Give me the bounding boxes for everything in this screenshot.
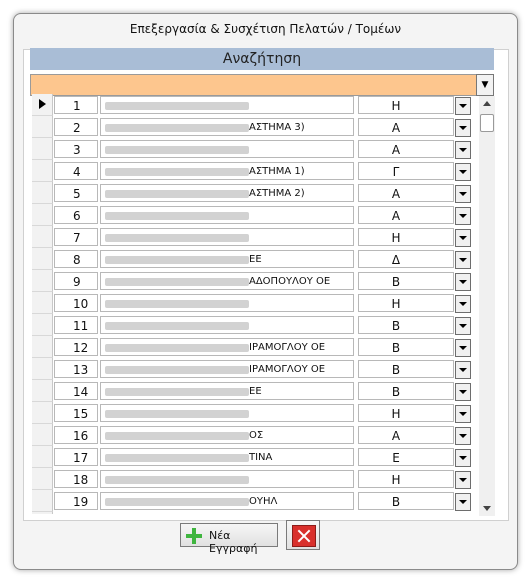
sector-dropdown-button[interactable] — [455, 97, 471, 115]
customer-name-suffix: ΑΣΤΗΜΑ 1) — [249, 166, 305, 177]
customer-name-suffix: ΙΡΑΜΟΓΛΟΥ ΟΕ — [249, 364, 326, 375]
row-number-cell[interactable]: 11 — [54, 316, 98, 334]
sector-cell[interactable]: Η — [358, 470, 454, 488]
customer-name-cell[interactable] — [100, 360, 354, 378]
scroll-down-icon[interactable] — [483, 506, 491, 511]
sector-dropdown-button[interactable] — [455, 317, 471, 335]
chevron-down-icon[interactable]: ▼ — [476, 74, 494, 96]
row-number-cell[interactable]: 18 — [54, 470, 98, 488]
row-selector[interactable] — [32, 446, 53, 468]
row-selector[interactable] — [32, 424, 53, 446]
customer-name-cell[interactable] — [100, 338, 354, 356]
row-selector[interactable] — [32, 182, 53, 204]
chevron-down-icon — [459, 478, 467, 482]
table-row[interactable] — [32, 226, 474, 248]
customer-name-cell[interactable] — [100, 162, 354, 180]
table-row[interactable] — [32, 380, 474, 402]
sector-dropdown-button[interactable] — [455, 361, 471, 379]
window-title: Επεξεργασία & Συσχέτιση Πελατών / Τομέων — [129, 22, 402, 36]
chevron-down-icon — [459, 214, 467, 218]
customer-name-cell[interactable] — [100, 404, 354, 422]
row-number-cell[interactable]: 3 — [54, 140, 98, 158]
row-number-cell[interactable]: 6 — [54, 206, 98, 224]
customer-name-cell[interactable] — [100, 382, 354, 400]
row-selector[interactable] — [32, 336, 53, 358]
customer-name-suffix: ΕΕ — [249, 386, 262, 397]
row-number-cell[interactable]: 15 — [54, 404, 98, 422]
row-selector[interactable] — [32, 138, 53, 160]
customer-name-cell[interactable] — [100, 470, 354, 488]
customer-name-cell[interactable] — [100, 184, 354, 202]
chevron-down-icon — [459, 258, 467, 262]
row-number-cell[interactable]: 13 — [54, 360, 98, 378]
customer-name-cell[interactable] — [100, 492, 354, 510]
sector-dropdown-button[interactable] — [455, 141, 471, 159]
table-row[interactable] — [32, 204, 474, 226]
redacted-text — [105, 476, 249, 484]
sector-dropdown-button[interactable] — [455, 229, 471, 247]
row-selector[interactable] — [32, 358, 53, 380]
customer-name-cell[interactable] — [100, 118, 354, 136]
table-row[interactable] — [32, 336, 474, 358]
sector-cell[interactable]: Β — [358, 338, 454, 356]
redacted-text — [105, 278, 249, 286]
row-selector[interactable] — [32, 270, 53, 292]
sector-cell[interactable]: Α — [358, 426, 454, 444]
sector-dropdown-button[interactable] — [455, 427, 471, 445]
table-row[interactable] — [32, 270, 474, 292]
customer-name-cell[interactable] — [100, 250, 354, 268]
chevron-down-icon — [459, 280, 467, 284]
table-row[interactable] — [32, 182, 474, 204]
table-row[interactable] — [32, 512, 474, 514]
row-number-cell[interactable]: 14 — [54, 382, 98, 400]
customer-name-suffix: ΕΕ — [249, 254, 262, 265]
customer-name-cell[interactable] — [100, 228, 354, 246]
table-row[interactable] — [32, 160, 474, 182]
sector-dropdown-button[interactable] — [455, 339, 471, 357]
sector-cell[interactable]: Δ — [358, 250, 454, 268]
table-row[interactable] — [32, 138, 474, 160]
customer-name-cell[interactable] — [100, 448, 354, 466]
chevron-down-icon — [459, 302, 467, 306]
redacted-text — [105, 168, 249, 176]
records-grid — [32, 94, 474, 514]
sector-cell[interactable]: Α — [358, 118, 454, 136]
customer-name-suffix: ΑΔΟΠΟΥΛΟΥ ΟΕ — [249, 276, 331, 287]
redacted-text — [105, 322, 249, 330]
redacted-text — [105, 300, 249, 308]
row-selector[interactable] — [32, 468, 53, 490]
chevron-down-icon — [459, 324, 467, 328]
table-row[interactable] — [32, 358, 474, 380]
redacted-text — [105, 212, 249, 220]
sector-cell[interactable]: Η — [358, 294, 454, 312]
redacted-text — [105, 146, 249, 154]
row-number-cell[interactable]: 5 — [54, 184, 98, 202]
new-record-label: Νέα Εγγραφή — [209, 529, 258, 555]
row-selector[interactable] — [32, 402, 53, 424]
row-selector[interactable] — [32, 314, 53, 336]
sector-cell[interactable]: Α — [358, 206, 454, 224]
chevron-down-icon — [459, 456, 467, 460]
sector-cell[interactable]: Β — [358, 272, 454, 290]
sector-cell[interactable]: Α — [358, 184, 454, 202]
row-selector[interactable] — [32, 380, 53, 402]
chevron-down-icon — [459, 104, 467, 108]
row-selector[interactable] — [32, 116, 53, 138]
customer-name-cell[interactable] — [100, 316, 354, 334]
customer-name-suffix: ΑΣΤΗΜΑ 3) — [249, 122, 305, 133]
row-number-cell[interactable]: 12 — [54, 338, 98, 356]
customer-name-suffix: ΑΣΤΗΜΑ 2) — [249, 188, 305, 199]
scroll-up-icon[interactable] — [483, 101, 491, 106]
customer-name-suffix: ΤΙΝΑ — [249, 452, 273, 463]
chevron-down-icon — [459, 170, 467, 174]
filter-combo[interactable] — [30, 74, 494, 96]
sector-cell[interactable]: Β — [358, 360, 454, 378]
sector-dropdown-button[interactable] — [455, 383, 471, 401]
new-record-button[interactable] — [180, 523, 278, 555]
table-row[interactable] — [32, 402, 474, 424]
customer-name-cell[interactable] — [100, 426, 354, 444]
chevron-down-icon — [459, 434, 467, 438]
row-number-cell[interactable]: 9 — [54, 272, 98, 290]
current-row-icon — [39, 99, 46, 109]
redacted-text — [105, 344, 249, 352]
row-selector[interactable] — [32, 490, 53, 512]
sector-dropdown-button[interactable] — [455, 449, 471, 467]
sector-cell[interactable]: Γ — [358, 162, 454, 180]
redacted-text — [105, 366, 249, 374]
sector-cell[interactable]: Β — [358, 382, 454, 400]
sector-cell[interactable]: Ε — [358, 448, 454, 466]
sector-cell[interactable]: Η — [358, 228, 454, 246]
chevron-down-icon — [459, 346, 467, 350]
customer-name-suffix: ΙΡΑΜΟΓΛΟΥ ΟΕ — [249, 342, 326, 353]
table-row[interactable] — [32, 314, 474, 336]
table-row[interactable] — [32, 116, 474, 138]
sector-dropdown-button[interactable] — [455, 185, 471, 203]
sector-cell[interactable]: Η — [358, 96, 454, 114]
table-row[interactable] — [32, 490, 474, 512]
vertical-scrollbar[interactable] — [479, 96, 495, 516]
row-selector[interactable] — [32, 160, 53, 182]
row-number-cell[interactable]: 17 — [54, 448, 98, 466]
sector-dropdown-button[interactable] — [455, 207, 471, 225]
row-number-cell[interactable]: 19 — [54, 492, 98, 510]
close-button[interactable] — [286, 520, 320, 550]
row-number-cell[interactable]: 2 — [54, 118, 98, 136]
scroll-thumb[interactable] — [480, 114, 494, 132]
sector-dropdown-button[interactable] — [455, 119, 471, 137]
row-number-cell[interactable]: 4 — [54, 162, 98, 180]
chevron-down-icon — [459, 368, 467, 372]
sector-cell[interactable]: Β — [358, 492, 454, 510]
chevron-down-icon — [459, 126, 467, 130]
row-selector[interactable] — [32, 94, 53, 116]
chevron-down-icon — [459, 236, 467, 240]
redacted-text — [105, 256, 249, 264]
dialog-window — [13, 13, 518, 570]
customer-name-suffix: ΟΣ — [249, 430, 264, 441]
sector-dropdown-button[interactable] — [455, 493, 471, 511]
row-number-cell[interactable]: 10 — [54, 294, 98, 312]
redacted-text — [105, 124, 249, 132]
chevron-down-icon — [459, 412, 467, 416]
customer-name-cell[interactable] — [100, 294, 354, 312]
row-selector[interactable] — [32, 226, 53, 248]
table-row[interactable] — [32, 292, 474, 314]
row-selector[interactable] — [32, 512, 53, 514]
row-selector[interactable] — [32, 248, 53, 270]
chevron-down-icon — [459, 500, 467, 504]
row-selector[interactable] — [32, 292, 53, 314]
customer-name-cell[interactable] — [100, 140, 354, 158]
chevron-down-icon — [459, 148, 467, 152]
table-row[interactable] — [32, 248, 474, 270]
customer-name-cell[interactable] — [100, 96, 354, 114]
close-icon — [292, 525, 316, 547]
chevron-down-icon — [459, 390, 467, 394]
table-row[interactable] — [32, 446, 474, 468]
table-row[interactable] — [32, 468, 474, 490]
redacted-text — [105, 410, 249, 418]
table-row[interactable] — [32, 94, 474, 116]
redacted-text — [105, 454, 249, 462]
sector-dropdown-button[interactable] — [455, 273, 471, 291]
customer-name-suffix: ΟΥΗΛ — [249, 496, 278, 507]
sector-dropdown-button[interactable] — [455, 405, 471, 423]
redacted-text — [105, 234, 249, 242]
row-number-cell[interactable]: 1 — [54, 96, 98, 114]
table-row[interactable] — [32, 424, 474, 446]
chevron-down-icon — [459, 192, 467, 196]
row-number-cell[interactable]: 7 — [54, 228, 98, 246]
sector-dropdown-button[interactable] — [455, 471, 471, 489]
row-number-cell[interactable]: 8 — [54, 250, 98, 268]
sector-cell[interactable]: Α — [358, 140, 454, 158]
redacted-text — [105, 498, 249, 506]
sector-dropdown-button[interactable] — [455, 251, 471, 269]
redacted-text — [105, 432, 249, 440]
row-number-cell[interactable]: 16 — [54, 426, 98, 444]
search-header[interactable]: Αναζήτηση — [30, 48, 494, 70]
sector-cell[interactable]: Η — [358, 404, 454, 422]
redacted-text — [105, 102, 249, 110]
redacted-text — [105, 190, 249, 198]
customer-name-cell[interactable] — [100, 206, 354, 224]
sector-dropdown-button[interactable] — [455, 295, 471, 313]
plus-icon — [186, 528, 202, 544]
customer-name-cell[interactable] — [100, 272, 354, 290]
row-selector[interactable] — [32, 204, 53, 226]
sector-dropdown-button[interactable] — [455, 163, 471, 181]
sector-cell[interactable]: Β — [358, 316, 454, 334]
redacted-text — [105, 388, 249, 396]
